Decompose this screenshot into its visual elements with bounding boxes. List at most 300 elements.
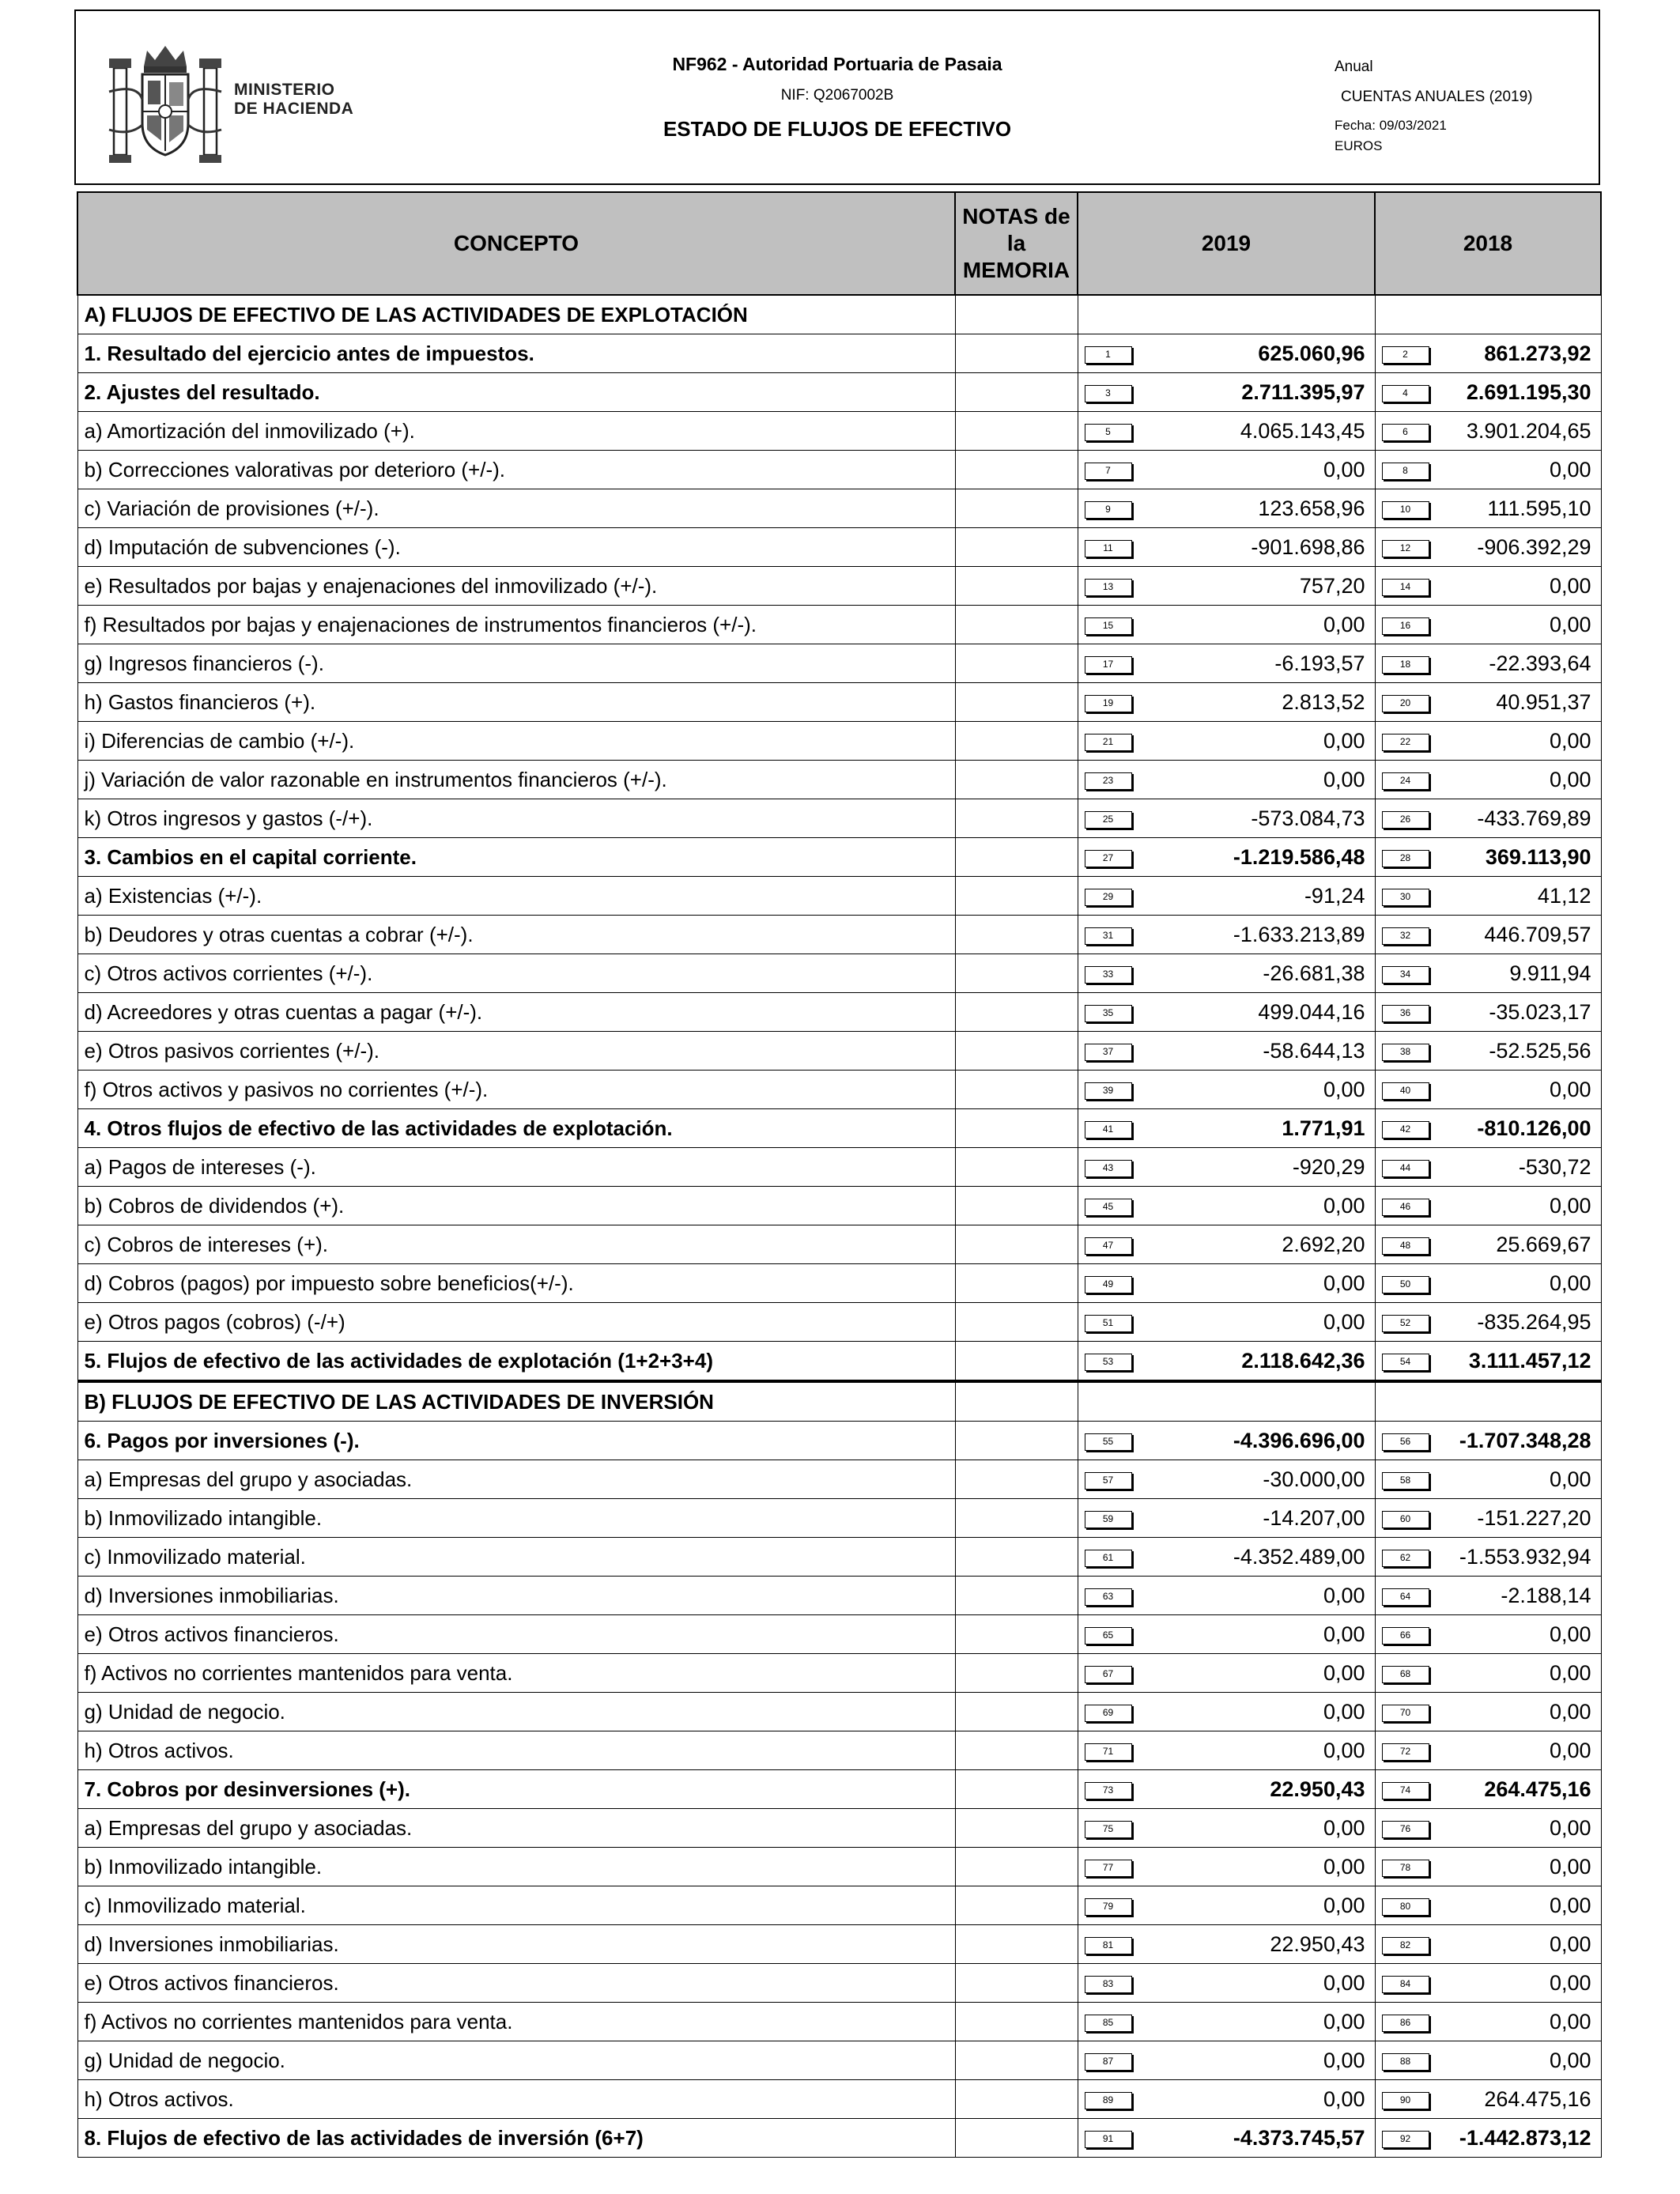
amount-value: 0,00 — [1323, 613, 1365, 636]
row-concept-label: b) Inmovilizado intangible. — [77, 1499, 955, 1538]
line-code-box: 24 — [1382, 772, 1429, 790]
table-row — [77, 1693, 1601, 1731]
row-notes-cell — [955, 1109, 1078, 1148]
row-concept-label: c) Inmovilizado material. — [77, 1886, 955, 1925]
row-concept-label: c) Inmovilizado material. — [77, 1538, 955, 1577]
line-code-box: 59 — [1085, 1511, 1132, 1528]
row-value-cell-year-2 — [1375, 1225, 1601, 1264]
row-value-cell-year-2 — [1375, 1187, 1601, 1225]
amount-value: 0,00 — [1549, 2010, 1591, 2034]
table-row — [77, 799, 1601, 838]
row-value-cell-year-1 — [1078, 1303, 1375, 1342]
line-code-box: 10 — [1382, 501, 1429, 519]
row-value-cell-year-2 — [1375, 799, 1601, 838]
amount-value: 0,00 — [1323, 1584, 1365, 1607]
amount-value: 0,00 — [1323, 1700, 1365, 1724]
line-code-box: 8 — [1382, 463, 1429, 480]
row-value-cell-year-1 — [1078, 683, 1375, 722]
row-concept-label: g) Ingresos financieros (-). — [77, 644, 955, 683]
line-code-box: 65 — [1085, 1627, 1132, 1645]
line-code-box: 71 — [1085, 1743, 1132, 1761]
row-value-cell-year-2 — [1375, 451, 1601, 489]
amount-value: -1.442.873,12 — [1459, 2126, 1591, 2150]
amount-value: -35.023,17 — [1489, 1000, 1591, 1024]
line-code-box: 83 — [1085, 1976, 1132, 1993]
line-code-box: 89 — [1085, 2092, 1132, 2109]
line-code-box: 28 — [1382, 850, 1429, 867]
line-code-box: 91 — [1085, 2131, 1132, 2148]
row-notes-cell — [955, 1032, 1078, 1071]
row-value-cell-year-2 — [1375, 722, 1601, 761]
row-value-cell-year-1 — [1078, 1109, 1375, 1148]
table-row — [77, 412, 1601, 451]
table-row — [77, 1499, 1601, 1538]
row-concept-label: e) Otros pagos (cobros) (-/+) — [77, 1303, 955, 1342]
table-row — [77, 1925, 1601, 1964]
row-concept-label: 8. Flujos de efectivo de las actividades de inversión (6+7) — [77, 2119, 955, 2158]
table-row — [77, 1809, 1601, 1848]
row-value-cell-year-2 — [1375, 1615, 1601, 1654]
row-value-cell-year-1 — [1078, 1615, 1375, 1654]
document-date: Fecha: 09/03/2021 — [1335, 118, 1447, 133]
line-code-box: 48 — [1382, 1237, 1429, 1255]
row-concept-label: f) Resultados por bajas y enajenaciones de instrumentos financieros (+/-). — [77, 606, 955, 644]
table-row — [77, 1615, 1601, 1654]
row-value-cell-year-1 — [1078, 877, 1375, 916]
row-value-cell-year-1 — [1078, 334, 1375, 373]
row-value-cell-year-1 — [1078, 1925, 1375, 1964]
row-concept-label: 6. Pagos por inversiones (-). — [77, 1422, 955, 1460]
amount-value: -151.227,20 — [1477, 1506, 1591, 1530]
amount-value: 2.118.642,36 — [1241, 1349, 1365, 1373]
row-value-cell-year-2 — [1375, 1886, 1601, 1925]
amount-value: 0,00 — [1549, 1739, 1591, 1762]
amount-value: 0,00 — [1323, 1271, 1365, 1295]
amount-value: 369.113,90 — [1485, 845, 1591, 869]
line-code-box: 52 — [1382, 1315, 1429, 1332]
amount-value: -58.644,13 — [1263, 1039, 1365, 1063]
table-row — [77, 1886, 1601, 1925]
amount-value: 0,00 — [1323, 729, 1365, 753]
table-row — [77, 683, 1601, 722]
amount-value: -433.769,89 — [1477, 806, 1591, 830]
table-row — [77, 1964, 1601, 2003]
row-value-cell-year-1 — [1078, 838, 1375, 877]
entity-name: NF962 - Autoridad Portuaria de Pasaia — [672, 54, 1002, 74]
row-concept-label: b) Deudores y otras cuentas a cobrar (+/-). — [77, 916, 955, 954]
amount-value: 0,00 — [1323, 1739, 1365, 1762]
line-code-box: 75 — [1085, 1821, 1132, 1838]
row-notes-cell — [955, 1886, 1078, 1925]
amount-value: -1.633.213,89 — [1233, 923, 1365, 946]
line-code-box: 43 — [1085, 1160, 1132, 1177]
amount-value: -22.393,64 — [1489, 651, 1591, 675]
line-code-box: 78 — [1382, 1860, 1429, 1877]
row-value-cell-year-1 — [1078, 1693, 1375, 1731]
table-row — [77, 2003, 1601, 2041]
line-code-box: 26 — [1382, 811, 1429, 829]
column-header-notes: NOTAS de la MEMORIA — [955, 192, 1078, 295]
row-value-cell-year-1 — [1078, 412, 1375, 451]
line-code-box: 37 — [1085, 1044, 1132, 1061]
amount-value: -91,24 — [1304, 884, 1365, 908]
row-notes-cell — [955, 1964, 1078, 2003]
row-notes-cell — [955, 838, 1078, 877]
row-value-cell-year-2 — [1375, 1499, 1601, 1538]
line-code-box: 57 — [1085, 1472, 1132, 1490]
cash-flow-table-container — [77, 191, 1600, 2158]
line-code-box: 19 — [1085, 695, 1132, 712]
row-notes-cell — [955, 1264, 1078, 1303]
row-concept-label: g) Unidad de negocio. — [77, 2041, 955, 2080]
line-code-box: 60 — [1382, 1511, 1429, 1528]
amount-value: 0,00 — [1323, 2049, 1365, 2072]
row-notes-cell — [955, 683, 1078, 722]
row-value-cell-year-2 — [1375, 1381, 1601, 1422]
table-row — [77, 1460, 1601, 1499]
table-row — [77, 838, 1601, 877]
row-concept-label: A) FLUJOS DE EFECTIVO DE LAS ACTIVIDADES DE EXPLOTACIÓN — [77, 295, 955, 334]
amount-value: 757,20 — [1299, 574, 1365, 598]
row-concept-label: d) Imputación de subvenciones (-). — [77, 528, 955, 567]
row-value-cell-year-1 — [1078, 295, 1375, 334]
row-value-cell-year-1 — [1078, 1148, 1375, 1187]
currency-label: EUROS — [1335, 138, 1383, 153]
row-value-cell-year-2 — [1375, 877, 1601, 916]
row-value-cell-year-2 — [1375, 567, 1601, 606]
table-row — [77, 528, 1601, 567]
row-concept-label: a) Existencias (+/-). — [77, 877, 955, 916]
row-value-cell-year-1 — [1078, 954, 1375, 993]
row-value-cell-year-1 — [1078, 1032, 1375, 1071]
amount-value: 0,00 — [1549, 613, 1591, 636]
table-row — [77, 606, 1601, 644]
row-notes-cell — [955, 722, 1078, 761]
row-value-cell-year-2 — [1375, 412, 1601, 451]
line-code-box: 4 — [1382, 385, 1429, 402]
line-code-box: 67 — [1085, 1666, 1132, 1683]
row-notes-cell — [955, 1460, 1078, 1499]
row-concept-label: h) Otros activos. — [77, 2080, 955, 2119]
table-row — [77, 1187, 1601, 1225]
line-code-box: 64 — [1382, 1588, 1429, 1606]
entity-nif: NIF: Q2067002B — [780, 87, 894, 104]
row-notes-cell — [955, 1538, 1078, 1577]
row-value-cell-year-1 — [1078, 1460, 1375, 1499]
amount-value: 264.475,16 — [1484, 1777, 1591, 1801]
row-value-cell-year-2 — [1375, 761, 1601, 799]
row-value-cell-year-2 — [1375, 373, 1601, 412]
table-header-row — [77, 192, 1601, 295]
row-concept-label: b) Cobros de dividendos (+). — [77, 1187, 955, 1225]
line-code-box: 5 — [1085, 424, 1132, 441]
row-value-cell-year-2 — [1375, 1925, 1601, 1964]
row-concept-label: k) Otros ingresos y gastos (-/+). — [77, 799, 955, 838]
row-value-cell-year-1 — [1078, 567, 1375, 606]
table-row — [77, 1654, 1601, 1693]
amount-value: 123.658,96 — [1258, 497, 1365, 520]
amount-value: 25.669,67 — [1496, 1233, 1591, 1256]
amount-value: 0,00 — [1549, 1078, 1591, 1101]
line-code-box: 73 — [1085, 1782, 1132, 1799]
row-notes-cell — [955, 1731, 1078, 1770]
line-code-box: 14 — [1382, 579, 1429, 596]
row-value-cell-year-1 — [1078, 1499, 1375, 1538]
row-value-cell-year-1 — [1078, 722, 1375, 761]
amount-value: 0,00 — [1323, 1622, 1365, 1646]
line-code-box: 7 — [1085, 463, 1132, 480]
amount-value: 3.111.457,12 — [1468, 1349, 1591, 1373]
row-notes-cell — [955, 916, 1078, 954]
table-row — [77, 2080, 1601, 2119]
section-header-row — [77, 1381, 1601, 1422]
amount-value: 0,00 — [1549, 729, 1591, 753]
statement-title: ESTADO DE FLUJOS DE EFECTIVO — [663, 117, 1012, 141]
line-code-box: 53 — [1085, 1354, 1132, 1371]
line-code-box: 63 — [1085, 1588, 1132, 1606]
line-code-box: 20 — [1382, 695, 1429, 712]
table-row — [77, 1731, 1601, 1770]
amount-value: 0,00 — [1549, 1661, 1591, 1685]
line-code-box: 54 — [1382, 1354, 1429, 1371]
row-notes-cell — [955, 1342, 1078, 1382]
row-notes-cell — [955, 644, 1078, 683]
row-notes-cell — [955, 1499, 1078, 1538]
row-value-cell-year-1 — [1078, 606, 1375, 644]
amount-value: -906.392,29 — [1477, 535, 1591, 559]
row-notes-cell — [955, 1848, 1078, 1886]
line-code-box: 79 — [1085, 1898, 1132, 1916]
amount-value: 0,00 — [1323, 1816, 1365, 1840]
row-notes-cell — [955, 1303, 1078, 1342]
row-concept-label: e) Otros activos financieros. — [77, 1615, 955, 1654]
row-value-cell-year-1 — [1078, 1381, 1375, 1422]
table-row — [77, 916, 1601, 954]
row-concept-label: c) Cobros de intereses (+). — [77, 1225, 955, 1264]
row-notes-cell — [955, 761, 1078, 799]
line-code-box: 1 — [1085, 346, 1132, 364]
line-code-box: 44 — [1382, 1160, 1429, 1177]
row-notes-cell — [955, 412, 1078, 451]
line-code-box: 38 — [1382, 1044, 1429, 1061]
line-code-box: 72 — [1382, 1743, 1429, 1761]
row-concept-label: e) Otros pasivos corrientes (+/-). — [77, 1032, 955, 1071]
amount-value: 0,00 — [1549, 1700, 1591, 1724]
line-code-box: 25 — [1085, 811, 1132, 829]
row-value-cell-year-1 — [1078, 1577, 1375, 1615]
table-row — [77, 451, 1601, 489]
row-concept-label: a) Pagos de intereses (-). — [77, 1148, 955, 1187]
amount-value: 111.595,10 — [1487, 497, 1591, 520]
amount-value: -14.207,00 — [1263, 1506, 1365, 1530]
amount-value: 0,00 — [1549, 1467, 1591, 1491]
row-notes-cell — [955, 334, 1078, 373]
column-header-concept: CONCEPTO — [77, 192, 955, 295]
table-row — [77, 761, 1601, 799]
row-notes-cell — [955, 1071, 1078, 1109]
table-row — [77, 1225, 1601, 1264]
line-code-box: 87 — [1085, 2053, 1132, 2071]
row-value-cell-year-1 — [1078, 2119, 1375, 2158]
amount-value: 0,00 — [1549, 1622, 1591, 1646]
row-value-cell-year-1 — [1078, 1848, 1375, 1886]
row-value-cell-year-2 — [1375, 1422, 1601, 1460]
line-code-box: 33 — [1085, 966, 1132, 984]
row-concept-label: d) Inversiones inmobiliarias. — [77, 1925, 955, 1964]
line-code-box: 9 — [1085, 501, 1132, 519]
table-row — [77, 1770, 1601, 1809]
row-value-cell-year-2 — [1375, 1577, 1601, 1615]
line-code-box: 11 — [1085, 540, 1132, 557]
line-code-box: 82 — [1382, 1937, 1429, 1954]
row-concept-label: f) Activos no corrientes mantenidos para venta. — [77, 2003, 955, 2041]
amount-value: 264.475,16 — [1484, 2087, 1591, 2111]
line-code-box: 55 — [1085, 1433, 1132, 1451]
row-notes-cell — [955, 2003, 1078, 2041]
row-value-cell-year-2 — [1375, 606, 1601, 644]
row-value-cell-year-1 — [1078, 1654, 1375, 1693]
row-notes-cell — [955, 1615, 1078, 1654]
row-concept-label: B) FLUJOS DE EFECTIVO DE LAS ACTIVIDADES DE INVERSIÓN — [77, 1381, 955, 1422]
line-code-box: 34 — [1382, 966, 1429, 984]
amount-value: -901.698,86 — [1251, 535, 1365, 559]
line-code-box: 86 — [1382, 2015, 1429, 2032]
row-notes-cell — [955, 489, 1078, 528]
row-concept-label: c) Variación de provisiones (+/-). — [77, 489, 955, 528]
table-row — [77, 1577, 1601, 1615]
line-code-box: 13 — [1085, 579, 1132, 596]
table-row — [77, 1538, 1601, 1577]
table-row — [77, 567, 1601, 606]
row-value-cell-year-2 — [1375, 1460, 1601, 1499]
row-value-cell-year-1 — [1078, 1422, 1375, 1460]
line-code-box: 31 — [1085, 927, 1132, 945]
table-row — [77, 644, 1601, 683]
amount-value: 0,00 — [1323, 1894, 1365, 1917]
amount-value: 22.950,43 — [1270, 1777, 1365, 1801]
row-value-cell-year-1 — [1078, 489, 1375, 528]
row-notes-cell — [955, 1381, 1078, 1422]
line-code-box: 32 — [1382, 927, 1429, 945]
row-notes-cell — [955, 373, 1078, 412]
amount-value: 0,00 — [1549, 768, 1591, 791]
amount-value: 22.950,43 — [1270, 1932, 1365, 1956]
row-notes-cell — [955, 295, 1078, 334]
table-row — [77, 1303, 1601, 1342]
row-value-cell-year-1 — [1078, 1886, 1375, 1925]
row-value-cell-year-2 — [1375, 683, 1601, 722]
row-concept-label: 3. Cambios en el capital corriente. — [77, 838, 955, 877]
line-code-box: 27 — [1085, 850, 1132, 867]
amount-value: 0,00 — [1323, 2010, 1365, 2034]
amount-value: 0,00 — [1549, 458, 1591, 481]
amount-value: 625.060,96 — [1258, 342, 1365, 365]
line-code-box: 51 — [1085, 1315, 1132, 1332]
amount-value: 499.044,16 — [1258, 1000, 1365, 1024]
table-row — [77, 1264, 1601, 1303]
line-code-box: 47 — [1085, 1237, 1132, 1255]
row-value-cell-year-2 — [1375, 993, 1601, 1032]
row-value-cell-year-2 — [1375, 954, 1601, 993]
row-value-cell-year-2 — [1375, 1342, 1601, 1382]
section-header-row — [77, 295, 1601, 334]
row-concept-label: h) Otros activos. — [77, 1731, 955, 1770]
amount-value: 861.273,92 — [1484, 342, 1591, 365]
amount-value: -530,72 — [1518, 1155, 1591, 1179]
line-code-box: 84 — [1382, 1976, 1429, 1993]
amount-value: 2.691.195,30 — [1466, 380, 1591, 404]
row-value-cell-year-1 — [1078, 916, 1375, 954]
amount-value: 0,00 — [1549, 1855, 1591, 1879]
amount-value: 0,00 — [1323, 768, 1365, 791]
amount-value: 9.911,94 — [1509, 961, 1591, 985]
amount-value: 0,00 — [1323, 2087, 1365, 2111]
row-notes-cell — [955, 1422, 1078, 1460]
row-concept-label: d) Acreedores y otras cuentas a pagar (+/-). — [77, 993, 955, 1032]
table-row — [77, 334, 1601, 373]
line-code-box: 49 — [1085, 1276, 1132, 1293]
amount-value: 0,00 — [1549, 1971, 1591, 1995]
row-notes-cell — [955, 1225, 1078, 1264]
row-value-cell-year-2 — [1375, 489, 1601, 528]
amount-value: -30.000,00 — [1263, 1467, 1365, 1491]
amount-value: -1.707.348,28 — [1459, 1429, 1591, 1452]
row-value-cell-year-1 — [1078, 2041, 1375, 2080]
row-value-cell-year-2 — [1375, 2080, 1601, 2119]
row-concept-label: e) Resultados por bajas y enajenaciones del inmovilizado (+/-). — [77, 567, 955, 606]
row-notes-cell — [955, 528, 1078, 567]
row-notes-cell — [955, 2041, 1078, 2080]
amount-value: 2.711.395,97 — [1241, 380, 1365, 404]
amount-value: 0,00 — [1549, 1932, 1591, 1956]
row-value-cell-year-2 — [1375, 2119, 1601, 2158]
row-value-cell-year-2 — [1375, 1071, 1601, 1109]
row-concept-label: j) Variación de valor razonable en instrumentos financieros (+/-). — [77, 761, 955, 799]
amount-value: -920,29 — [1292, 1155, 1365, 1179]
table-row — [77, 1422, 1601, 1460]
line-code-box: 16 — [1382, 617, 1429, 635]
row-concept-label: 4. Otros flujos de efectivo de las actividades de explotación. — [77, 1109, 955, 1148]
row-value-cell-year-1 — [1078, 993, 1375, 1032]
row-value-cell-year-2 — [1375, 916, 1601, 954]
row-value-cell-year-2 — [1375, 1809, 1601, 1848]
amount-value: 0,00 — [1323, 1310, 1365, 1334]
amount-value: 0,00 — [1323, 458, 1365, 481]
cash-flow-table — [77, 191, 1602, 2158]
row-notes-cell — [955, 1693, 1078, 1731]
row-value-cell-year-2 — [1375, 1148, 1601, 1187]
row-value-cell-year-1 — [1078, 2003, 1375, 2041]
row-value-cell-year-2 — [1375, 1654, 1601, 1693]
row-concept-label: b) Correcciones valorativas por deterioro (+/-). — [77, 451, 955, 489]
line-code-box: 21 — [1085, 734, 1132, 751]
table-row — [77, 489, 1601, 528]
row-concept-label: 1. Resultado del ejercicio antes de impuestos. — [77, 334, 955, 373]
row-concept-label: 7. Cobros por desinversiones (+). — [77, 1770, 955, 1809]
amount-value: 0,00 — [1549, 1271, 1591, 1295]
amount-value: -810.126,00 — [1477, 1116, 1591, 1140]
row-value-cell-year-2 — [1375, 1848, 1601, 1886]
line-code-box: 85 — [1085, 2015, 1132, 2032]
line-code-box: 50 — [1382, 1276, 1429, 1293]
amount-value: 1.771,91 — [1282, 1116, 1365, 1140]
line-code-box: 36 — [1382, 1005, 1429, 1022]
column-header-year-1: 2019 — [1078, 192, 1375, 295]
row-value-cell-year-1 — [1078, 761, 1375, 799]
table-row — [77, 954, 1601, 993]
table-row — [77, 2119, 1601, 2158]
row-concept-label: 2. Ajustes del resultado. — [77, 373, 955, 412]
